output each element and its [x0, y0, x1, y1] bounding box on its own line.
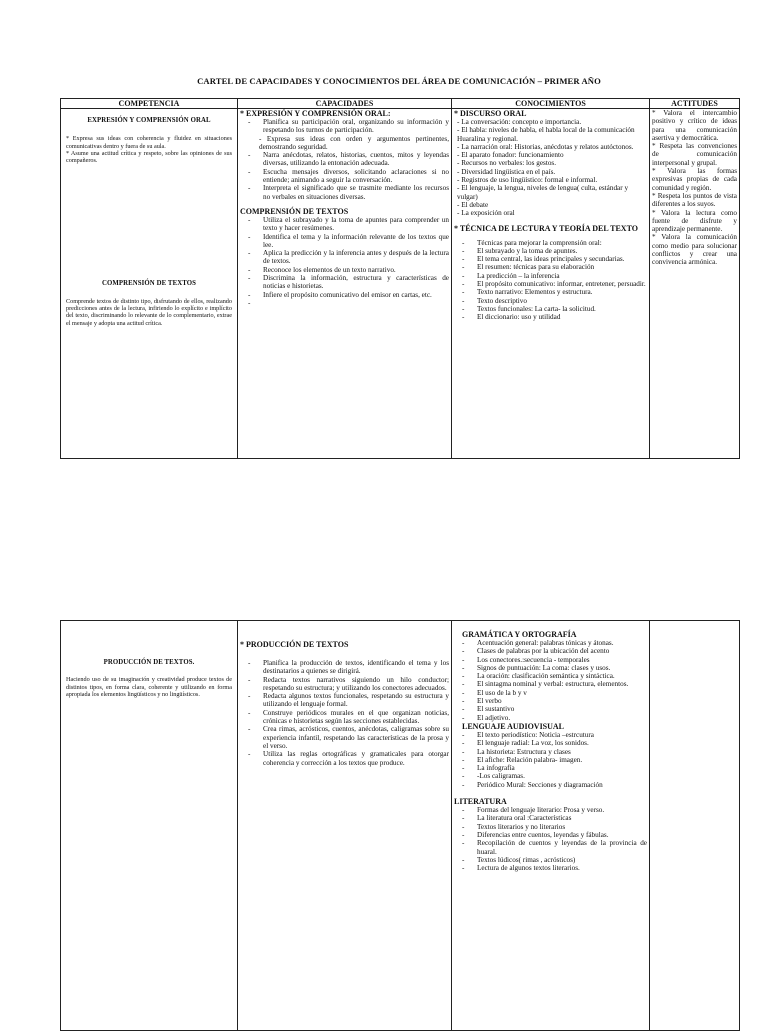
- actitud-item: * Respeta las convenciones de comunicación interpersonal y grupal.: [652, 142, 737, 167]
- list-item: - El debate: [457, 200, 489, 209]
- list-item: - Infiere el propósito comunicativo del emisor en cartas, etc.: [240, 291, 449, 299]
- header-actitudes: ACTITUDES: [650, 99, 740, 109]
- list-item: - La exposición oral: [457, 209, 515, 218]
- list-item: - -Los caligramas.: [454, 772, 647, 780]
- list-item: - Los conectores.:secuencia - temporales: [454, 656, 647, 664]
- list-item: - El tema central, las ideas principales y secundarias.: [454, 255, 647, 263]
- list-item: - La historieta: Estructura y clases: [454, 748, 647, 756]
- list-item: - El lenguaje radial: La voz, los sonidos.: [454, 739, 647, 747]
- list-item: - La predicción – la inferencia: [454, 272, 647, 280]
- list-item: - Escucha mensajes diversos, solicitando aclaraciones si no entiende; animando a seguir la conversación.: [240, 168, 449, 185]
- list-item: - Crea rimas, acrósticos, cuentos, anécdotas, caligramas sobre su experiencia infantil, respetando las características de la prosa y el verso.: [240, 725, 449, 750]
- list-item: - Registros de uso lingüístico: formal e informal.: [457, 176, 598, 185]
- actitudes-cell-empty: [650, 621, 740, 1031]
- capacidades-oral-list-2: [240, 151, 449, 201]
- list-item: - El texto periodístico: Noticia –estrcutura: [454, 731, 647, 739]
- capacidades-oral-subitem: - Expresa sus ideas con orden y argumentos pertinentes, demostrando seguridad.: [259, 134, 449, 151]
- list-item: - Planifica su participación oral, organizando su información y respetando los turnos de participación.: [240, 118, 449, 135]
- conocimientos-discurso-list: [454, 118, 647, 218]
- list-item: - La conversación: concepto e importancia.: [457, 118, 582, 126]
- competencia-produccion-title: PRODUCCIÓN DE TEXTOS.: [103, 659, 195, 666]
- competencias-table-2: [60, 620, 740, 1031]
- list-item: - La narración oral: Historias, anécdotas y relatos autóctonos.: [457, 142, 634, 151]
- list-item: - La oración: clasificación semántica y sintáctica.: [454, 672, 647, 680]
- actitud-item: * Valora el intercambio positivo y crítico de ideas para una comunicación asertiva y democrática.: [652, 109, 737, 142]
- conocimientos-literatura-title: LITERATURA: [454, 797, 507, 807]
- list-item: - El adjetivo.: [454, 714, 647, 722]
- conocimientos-discurso-title: * DISCURSO ORAL: [454, 109, 527, 118]
- actitudes-cell: [650, 109, 740, 459]
- list-item: - Narra anécdotas, relatos, historias, cuentos, mitos y leyendas diversas, utilizando la entonación adecuada.: [240, 151, 449, 168]
- actitud-item: * Respeta los puntos de vista diferentes a los suyos.: [652, 191, 737, 209]
- competencia-cell: [61, 109, 238, 459]
- table-header-row: [61, 99, 740, 109]
- conocimientos-lectura-list: [454, 239, 647, 322]
- capacidades-oral-title: * EXPRESIÓN Y COMPRENSIÓN ORAL:: [240, 109, 391, 118]
- competencia-cell: [61, 621, 238, 1031]
- conocimientos-audiovisual-list: [454, 731, 647, 789]
- list-item: - Textos literarios y no literarios: [454, 823, 647, 831]
- list-item: - Interpreta el significado que se trasmite mediante los recursos no verbales en situaciones diversas.: [240, 184, 449, 201]
- competencia-oral-title: EXPRESIÓN Y COMPRENSIÓN ORAL: [87, 117, 211, 124]
- list-item: - Diferencias entre cuentos, leyendas y fábulas.: [454, 831, 647, 839]
- table-body-row: [61, 109, 740, 459]
- list-item: - Recopilación de cuentos y leyendas de la provincia de huaral.: [454, 839, 647, 856]
- list-item: - Formas del lenguaje literario: Prosa y verso.: [454, 806, 647, 814]
- list-item: - El sintagma nominal y verbal: estructura, elementos.: [454, 680, 647, 688]
- list-item: - Aplica la predicción y la inferencia antes y después de la lectura de textos.: [240, 249, 449, 266]
- capacidades-comprension-list: [240, 216, 449, 299]
- competencias-table-1: [60, 98, 740, 459]
- list-item: - Recursos no verbales: los gestos.: [457, 159, 557, 168]
- competencia-comprension-text: Comprende textos de distinto tipo, disfrutando de ellos, realizando predicciones antes de la lectura, infiriendo lo explícito e implícito del texto, discriminando lo relevante de lo complementario, extrae el mensaje y adopta una actitud crítica.: [66, 297, 232, 327]
- list-item: - Técnicas para mejorar la comprensión oral:: [454, 239, 647, 247]
- header-capacidades: CAPACIDADES: [238, 99, 452, 109]
- list-item: - La literatura oral :Características: [454, 814, 647, 822]
- capacidades-produccion-title: * PRODUCCIÓN DE TEXTOS: [240, 640, 349, 649]
- list-item: - Clases de palabras por la ubicación del acento: [454, 647, 647, 655]
- competencia-produccion-text: Haciendo uso de su imaginación y creatividad produce textos de distintos tipos, en forma clara, coherente y utilizando en forma apropiada los elementos lingüísticos y no lingüísticos.: [66, 676, 232, 698]
- list-item: - Textos funcionales: La carta- la solicitud.: [454, 305, 647, 313]
- list-item: - El propósito comunicativo: informar, entretener, persuadir.: [454, 280, 647, 288]
- list-item: - El resumen: técnicas para su elaboración: [454, 263, 647, 271]
- list-item: - Acentuación general: palabras tónicas y átonas.: [454, 639, 647, 647]
- list-item: - Redacta algunos textos funcionales, respetando su estructura y utilizando el lenguaje formal.: [240, 692, 449, 709]
- header-competencia: COMPETENCIA: [61, 99, 238, 109]
- capacidades-comprension-title: COMPRENSIÓN DE TEXTOS: [240, 206, 349, 216]
- list-item: - El afiche: Relación palabra- imagen.: [454, 756, 647, 764]
- conocimientos-audiovisual-title: LENGUAJE AUDIOVISUAL: [462, 721, 565, 731]
- conocimientos-lectura-title: * TÉCNICA DE LECTURA Y TEORÍA DEL TEXTO: [454, 223, 638, 233]
- list-item: - El habla: niveles de habla, el habla local de la comunicación Huaralina y regional.: [457, 126, 635, 143]
- list-item: - El aparato fonador: funcionamiento: [457, 151, 564, 160]
- list-item: - El verbo: [454, 697, 647, 705]
- list-item: - Lectura de algunos textos literarios.: [454, 864, 647, 872]
- list-item: - Signos de puntuación: La coma: clases y usos.: [454, 664, 647, 672]
- actitud-item: * Valora la comunicación como medio para solucionar conflictos y crear una convivencia armónica.: [652, 233, 737, 267]
- list-item: - El sustantivo: [454, 705, 647, 713]
- capacidades-cell: [238, 109, 452, 459]
- list-item: - Identifica el tema y la información relevante de los textos que lee.: [240, 233, 449, 250]
- competencia-oral-line-1: * Expresa sus ideas con coherencia y fluidez en situaciones comunicativas dentro y fuera de su aula.: [66, 135, 232, 150]
- capacidades-cell: [238, 621, 452, 1031]
- list-item: - Textos lúdicos( rimas , acrósticos): [454, 856, 647, 864]
- list-item: - El subrayado y la toma de apuntes.: [454, 247, 647, 255]
- list-item: - Redacta textos narrativos siguiendo un hilo conductor; respetando su estructura; y utilizando los conectores adecuados.: [240, 676, 449, 693]
- table-body-row: [61, 621, 740, 1031]
- list-item: - El lenguaje, la lengua, niveles de lengua( culta, estándar y vulgar): [457, 184, 629, 201]
- list-item: - La infografía: [454, 764, 647, 772]
- list-item: - Diversidad lingüística en el país.: [457, 167, 556, 176]
- list-item: - Reconoce los elementos de un texto narrativo.: [240, 266, 449, 274]
- header-conocimientos: CONOCIMIENTOS: [452, 99, 650, 109]
- conocimientos-literatura-list: [454, 806, 647, 872]
- list-item: - El uso de la b y v: [454, 689, 647, 697]
- list-item: - Texto narrativo: Elementos y estructura.: [454, 288, 647, 296]
- capacidades-produccion-list: [240, 659, 449, 767]
- list-item: - Periódico Mural: Secciones y diagramación: [454, 781, 647, 789]
- actitud-item: * Valora las formas expresivas propias de cada comunidad y región.: [652, 167, 737, 192]
- capacidades-oral-list: [240, 118, 449, 135]
- list-item: - El diccionario: uso y utilidad: [454, 313, 647, 321]
- list-item: - Construye periódicos murales en el que organizan noticias, crónicas e historietas según las secciones establecidas.: [240, 709, 449, 726]
- list-item: - Texto descriptivo: [454, 297, 647, 305]
- document-title: CARTEL DE CAPACIDADES Y CONOCIMIENTOS DEL ÁREA DE COMUNICACIÓN – PRIMER AÑO: [197, 76, 601, 86]
- list-item: - Utiliza las reglas ortográficas y gramaticales para otorgar coherencia y corrección a los textos que produce.: [240, 750, 449, 767]
- competencia-comprension-title: COMPRENSIÓN DE TEXTOS: [101, 280, 196, 288]
- conocimientos-cell: [452, 621, 650, 1031]
- list-item: - Utiliza el subrayado y la toma de apuntes para comprender un texto y hacer resúmenes.: [240, 216, 449, 233]
- conocimientos-gramatica-list: [454, 639, 647, 722]
- conocimientos-gramatica-title: GRAMÁTICA Y ORTOGRAFÍA: [462, 630, 577, 639]
- actitud-item: * Valora la lectura como fuente de disfrute y aprendizaje permanente.: [652, 208, 737, 234]
- list-item: - Planifica la producción de textos, identificando el tema y los destinatarios a quienes se dirigirá.: [240, 659, 449, 676]
- competencia-oral-line-2: * Asume una actitud crítica y respeto, sobre las opiniones de sus compañeros.: [66, 149, 232, 165]
- conocimientos-cell: [452, 109, 650, 459]
- list-item: - Discrimina la información, estructura y características de noticias e historietas.: [240, 274, 449, 291]
